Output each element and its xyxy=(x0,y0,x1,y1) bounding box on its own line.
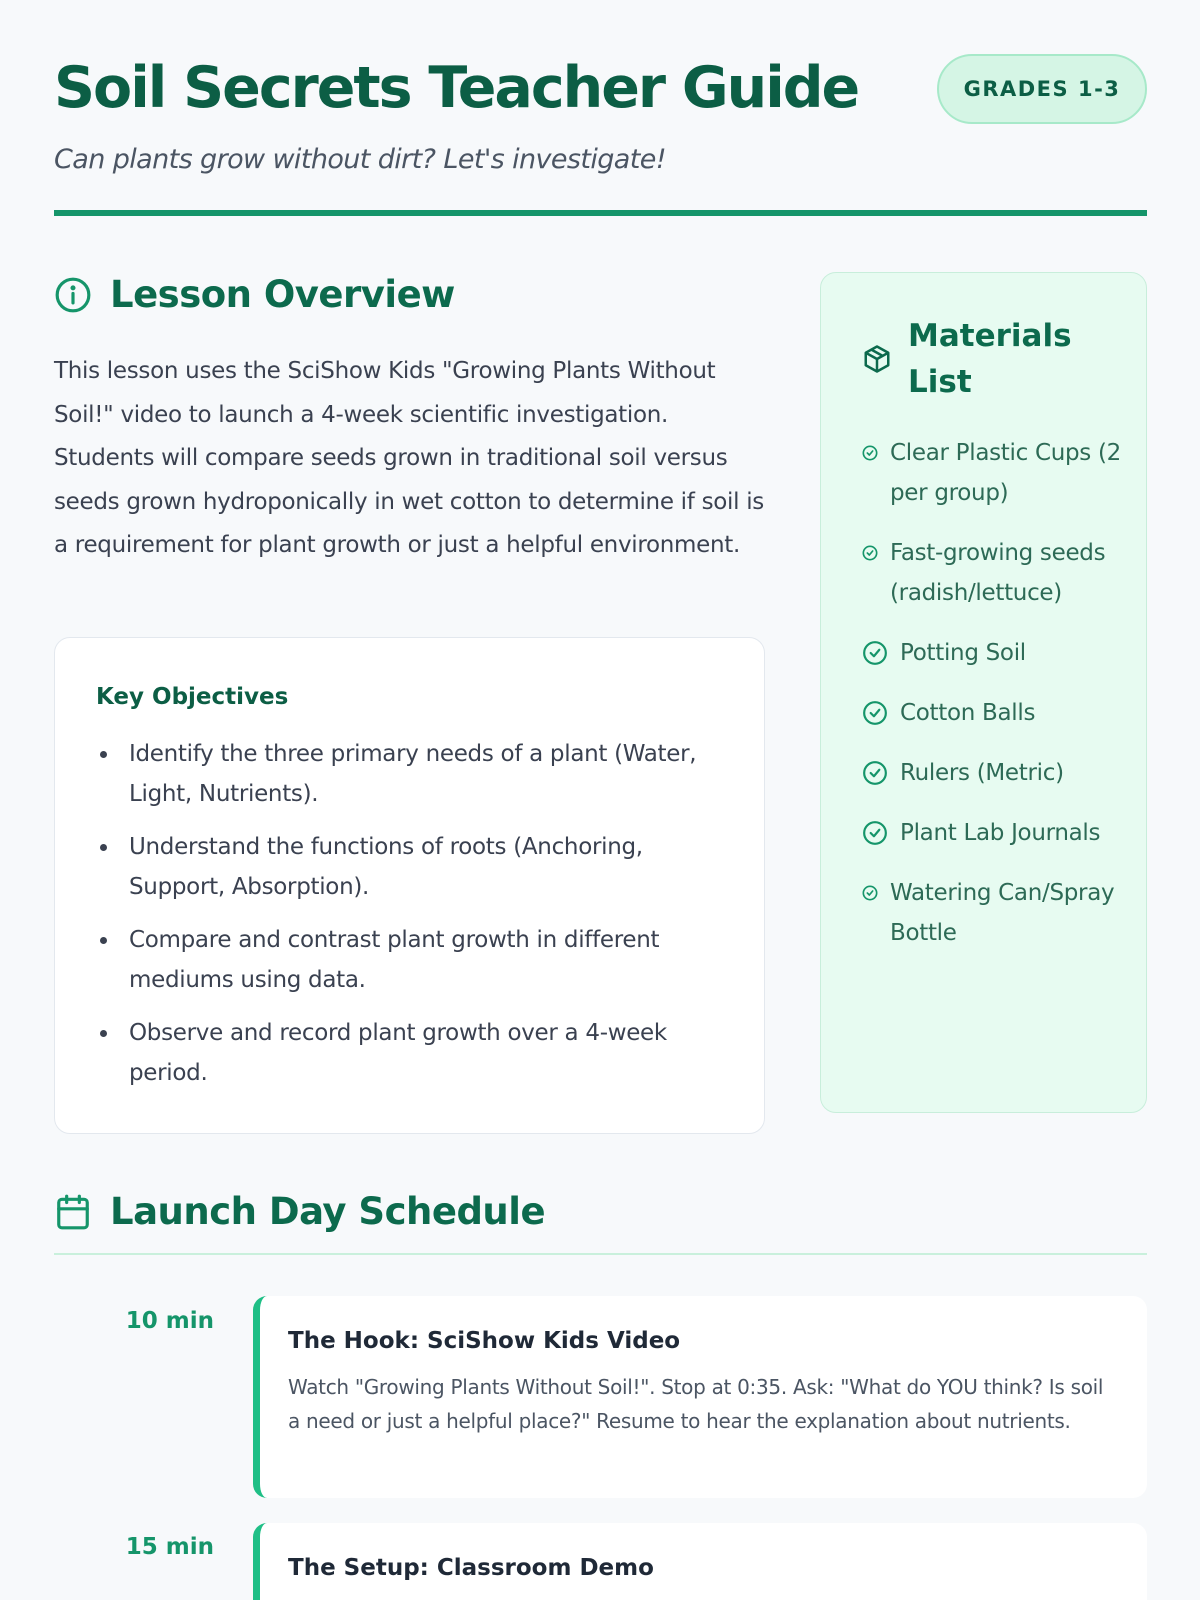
check-circle-icon xyxy=(862,885,878,901)
material-label: Cotton Balls xyxy=(900,700,1036,726)
info-icon xyxy=(54,276,92,314)
objectives-title: Key Objectives xyxy=(96,684,289,710)
schedule-card xyxy=(253,1523,1147,1600)
schedule-divider xyxy=(54,1253,1147,1255)
schedule-title: The Hook: SciShow Kids Video xyxy=(288,1328,681,1354)
header-divider xyxy=(54,210,1147,216)
material-label: Clear Plastic Cups (2 per group) xyxy=(890,440,1122,506)
material-label: Rulers (Metric) xyxy=(900,760,1064,786)
schedule-time: 10 min xyxy=(125,1308,214,1334)
material-item xyxy=(862,753,1132,793)
material-label: Potting Soil xyxy=(900,640,1026,666)
objectives-card xyxy=(54,637,765,1134)
check-circle-icon xyxy=(862,700,888,726)
schedule-heading-text: Launch Day Schedule xyxy=(110,1190,546,1233)
check-circle-icon xyxy=(862,760,888,786)
schedule-time: 15 min xyxy=(125,1534,214,1560)
grade-badge: GRADES 1-3 xyxy=(937,54,1147,124)
page-title: Soil Secrets Teacher Guide xyxy=(54,55,859,121)
objective-item: Identify the three primary needs of a plant (Water, Light, Nutrients). xyxy=(96,734,716,814)
box-icon xyxy=(862,344,892,374)
material-item xyxy=(862,533,1132,613)
calendar-icon xyxy=(54,1193,92,1231)
material-item xyxy=(862,633,1132,673)
material-label: Watering Can/Spray Bottle xyxy=(890,880,1115,946)
materials-title: Materials List xyxy=(908,318,1072,400)
material-item xyxy=(862,693,1132,733)
material-item xyxy=(862,873,1132,953)
material-label: Plant Lab Journals xyxy=(900,820,1101,846)
schedule-card xyxy=(253,1296,1147,1498)
materials-heading xyxy=(862,313,1088,405)
objective-item: Observe and record plant growth over a 4-week period. xyxy=(96,1013,716,1093)
overview-heading-text: Lesson Overview xyxy=(110,273,455,316)
objective-item: Understand the functions of roots (Anchoring, Support, Absorption). xyxy=(96,827,716,907)
check-circle-icon xyxy=(862,445,878,461)
material-label: Fast-growing seeds (radish/lettuce) xyxy=(890,540,1106,606)
check-circle-icon xyxy=(862,545,878,561)
overview-text: This lesson uses the SciShow Kids "Growing Plants Without Soil!" video to launch a 4-week scientific investigation. Students will compare seeds grown in traditional soil versus seeds grown hydroponically in wet cotton to determine if soil is a requirement for plant growth or just a helpful environment. xyxy=(54,358,764,558)
objective-item: Compare and contrast plant growth in different mediums using data. xyxy=(96,920,716,1000)
check-circle-icon xyxy=(862,820,888,846)
page-header xyxy=(54,52,1147,175)
page-subtitle: Can plants grow without dirt? Let's investigate! xyxy=(54,144,666,175)
schedule-heading xyxy=(54,1190,545,1233)
schedule-description: Watch "Growing Plants Without Soil!". Stop at 0:35. Ask: "What do YOU think? Is soil a need or just a helpful place?" Resume to hear the explanation about nutrients. xyxy=(288,1375,1104,1433)
overview-heading xyxy=(54,273,455,316)
schedule-title: The Setup: Classroom Demo xyxy=(288,1555,654,1581)
material-item xyxy=(862,433,1132,513)
material-item xyxy=(862,813,1132,853)
materials-card xyxy=(820,272,1147,1113)
check-circle-icon xyxy=(862,640,888,666)
materials-list xyxy=(862,433,1132,973)
objectives-list xyxy=(96,734,716,1106)
